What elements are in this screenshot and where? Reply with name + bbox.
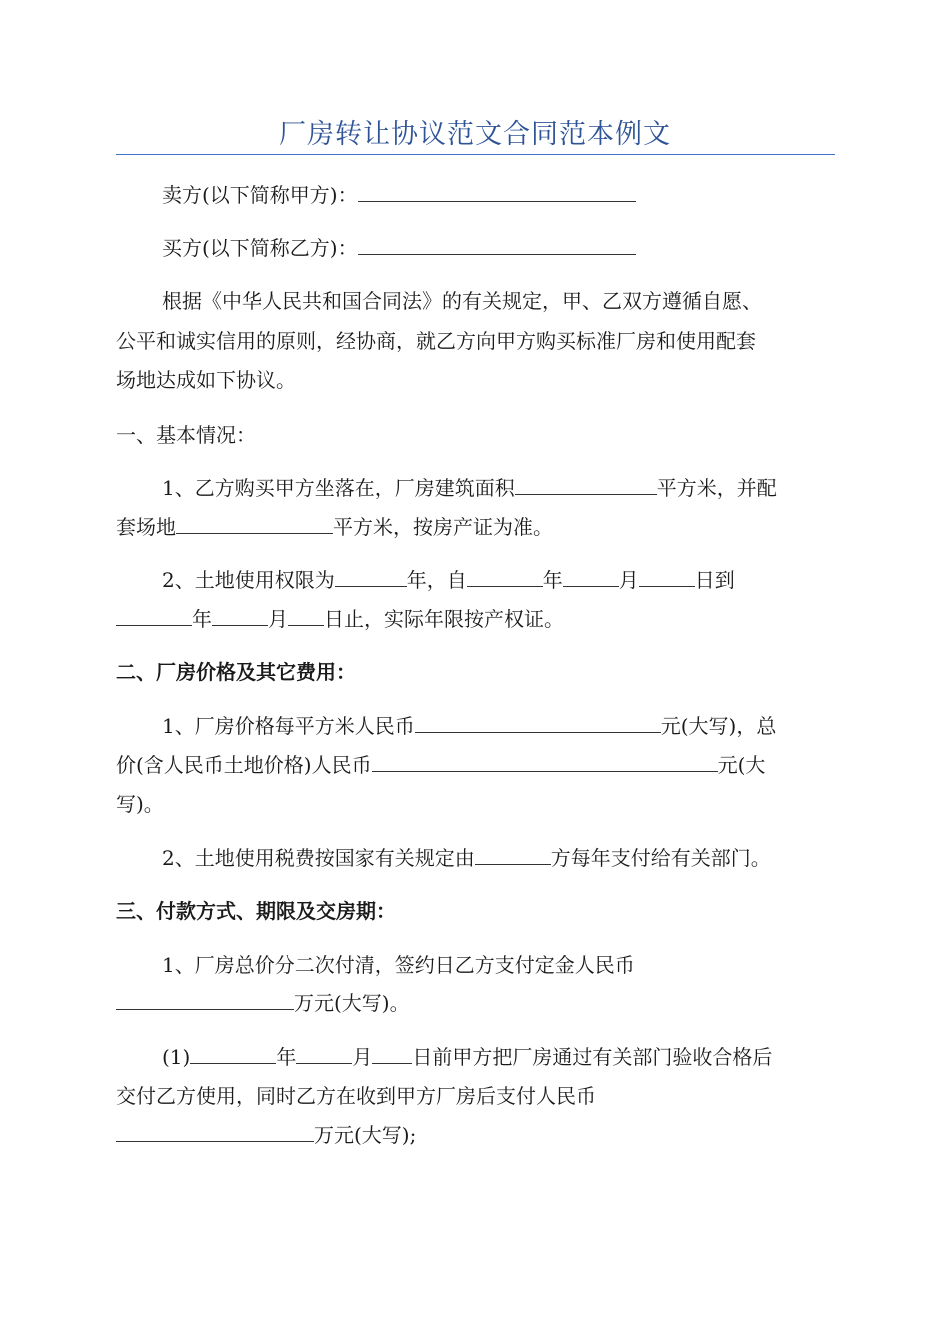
- s1-item2-text-d: 月: [618, 568, 639, 592]
- end-year-blank[interactable]: [116, 607, 192, 626]
- s3-item1-text-b: 万元(大写)。: [294, 991, 410, 1015]
- land-years-blank[interactable]: [335, 568, 407, 587]
- end-month-blank[interactable]: [212, 607, 268, 626]
- s1-item1-line-1: [116, 474, 881, 502]
- total-price-blank[interactable]: [372, 753, 718, 772]
- second-payment-blank[interactable]: [116, 1123, 314, 1142]
- preamble-line-1: 根据《中华人民共和国合同法》的有关规定，甲、乙双方遵循自愿、: [162, 289, 762, 313]
- s1-item1-text-c: 套场地: [116, 515, 176, 539]
- section3-heading: 三、付款方式、期限及交房期：: [116, 899, 396, 923]
- s2-item2-text-a: 2、土地使用税费按国家有关规定由: [162, 846, 475, 870]
- preamble-line-2: 公平和诚实信用的原则，经协商，就乙方向甲方购买标准厂房和使用配套: [116, 329, 756, 353]
- s3-sub1-line-1: [116, 1043, 881, 1071]
- document-title: 厂房转让协议范文合同范本例文: [279, 119, 671, 150]
- seller-label: 卖方(以下简称甲方)：: [162, 183, 358, 207]
- start-year-blank[interactable]: [467, 568, 543, 587]
- s1-item2-text-b: 年，自: [406, 568, 467, 592]
- title-underline: [116, 154, 835, 155]
- s1-item1-text-a: 1、乙方购买甲方坐落在，厂房建筑面积: [162, 476, 515, 500]
- s2-item2-text-b: 方每年支付给有关部门。: [550, 846, 771, 870]
- section2-heading: 二、厂房价格及其它费用：: [116, 660, 356, 684]
- s3-item1-line-1: 1、厂房总价分二次付清，签约日乙方支付定金人民币: [162, 953, 635, 977]
- s2-item1-line-3: 写)。: [116, 792, 164, 816]
- buyer-blank[interactable]: [358, 236, 636, 255]
- building-area-blank[interactable]: [515, 476, 657, 495]
- s3-sub1-text-c: 月: [352, 1045, 373, 1069]
- s1-item2-text-g: 月: [268, 607, 288, 631]
- s3-sub1-text-b: 年: [276, 1045, 297, 1069]
- s2-item1-line-1: [116, 712, 881, 740]
- start-day-blank[interactable]: [639, 568, 695, 587]
- section1-heading: 一、基本情况：: [116, 423, 256, 447]
- s3-item1-line-2: [116, 989, 835, 1017]
- s2-item1-text-b: 元(大写)，总: [660, 714, 777, 738]
- s1-item2-text-a: 2、土地使用权限为: [162, 568, 335, 592]
- s3-sub1-line-2: 交付乙方使用，同时乙方在收到甲方厂房后支付人民币: [116, 1084, 596, 1108]
- s2-item1-line-2: [116, 751, 835, 779]
- s3-sub1-text-d: 日前甲方把厂房通过有关部门验收合格后: [412, 1045, 773, 1069]
- preamble-line-3: 场地达成如下协议。: [116, 368, 296, 392]
- start-month-blank[interactable]: [563, 568, 619, 587]
- s1-item1-line-2: [116, 513, 835, 541]
- seller-line: [116, 181, 881, 209]
- handover-month-blank[interactable]: [296, 1045, 352, 1064]
- price-per-sqm-blank[interactable]: [415, 714, 661, 733]
- s1-item2-line-1: [116, 566, 881, 594]
- s1-item2-line-2: [116, 605, 835, 633]
- handover-day-blank[interactable]: [372, 1045, 412, 1064]
- s1-item1-text-d: 平方米，按房产证为准。: [333, 515, 553, 539]
- s2-item2-line-1: [116, 844, 881, 872]
- s3-sub1-text-a: (1): [162, 1045, 191, 1069]
- s1-item1-text-b: 平方米，并配: [656, 476, 777, 500]
- deposit-amount-blank[interactable]: [116, 991, 294, 1010]
- s2-item1-text-a: 1、厂房价格每平方米人民币: [162, 714, 415, 738]
- s1-item2-text-e: 日到: [694, 568, 735, 592]
- tax-payer-blank[interactable]: [475, 846, 551, 865]
- s2-item1-text-c: 价(含人民币土地价格)人民币: [116, 753, 372, 777]
- s1-item2-text-f: 年: [192, 607, 212, 631]
- s3-sub1-text-f: 万元(大写);: [314, 1123, 417, 1147]
- buyer-line: [116, 234, 881, 262]
- site-area-blank[interactable]: [176, 515, 333, 534]
- seller-blank[interactable]: [358, 183, 636, 202]
- s3-sub1-line-3: [116, 1121, 835, 1149]
- end-day-blank[interactable]: [288, 607, 324, 626]
- s1-item2-text-h: 日止，实际年限按产权证。: [324, 607, 564, 631]
- handover-year-blank[interactable]: [190, 1045, 276, 1064]
- s1-item2-text-c: 年: [542, 568, 563, 592]
- buyer-label: 买方(以下简称乙方)：: [162, 236, 358, 260]
- s2-item1-text-d: 元(大: [717, 753, 766, 777]
